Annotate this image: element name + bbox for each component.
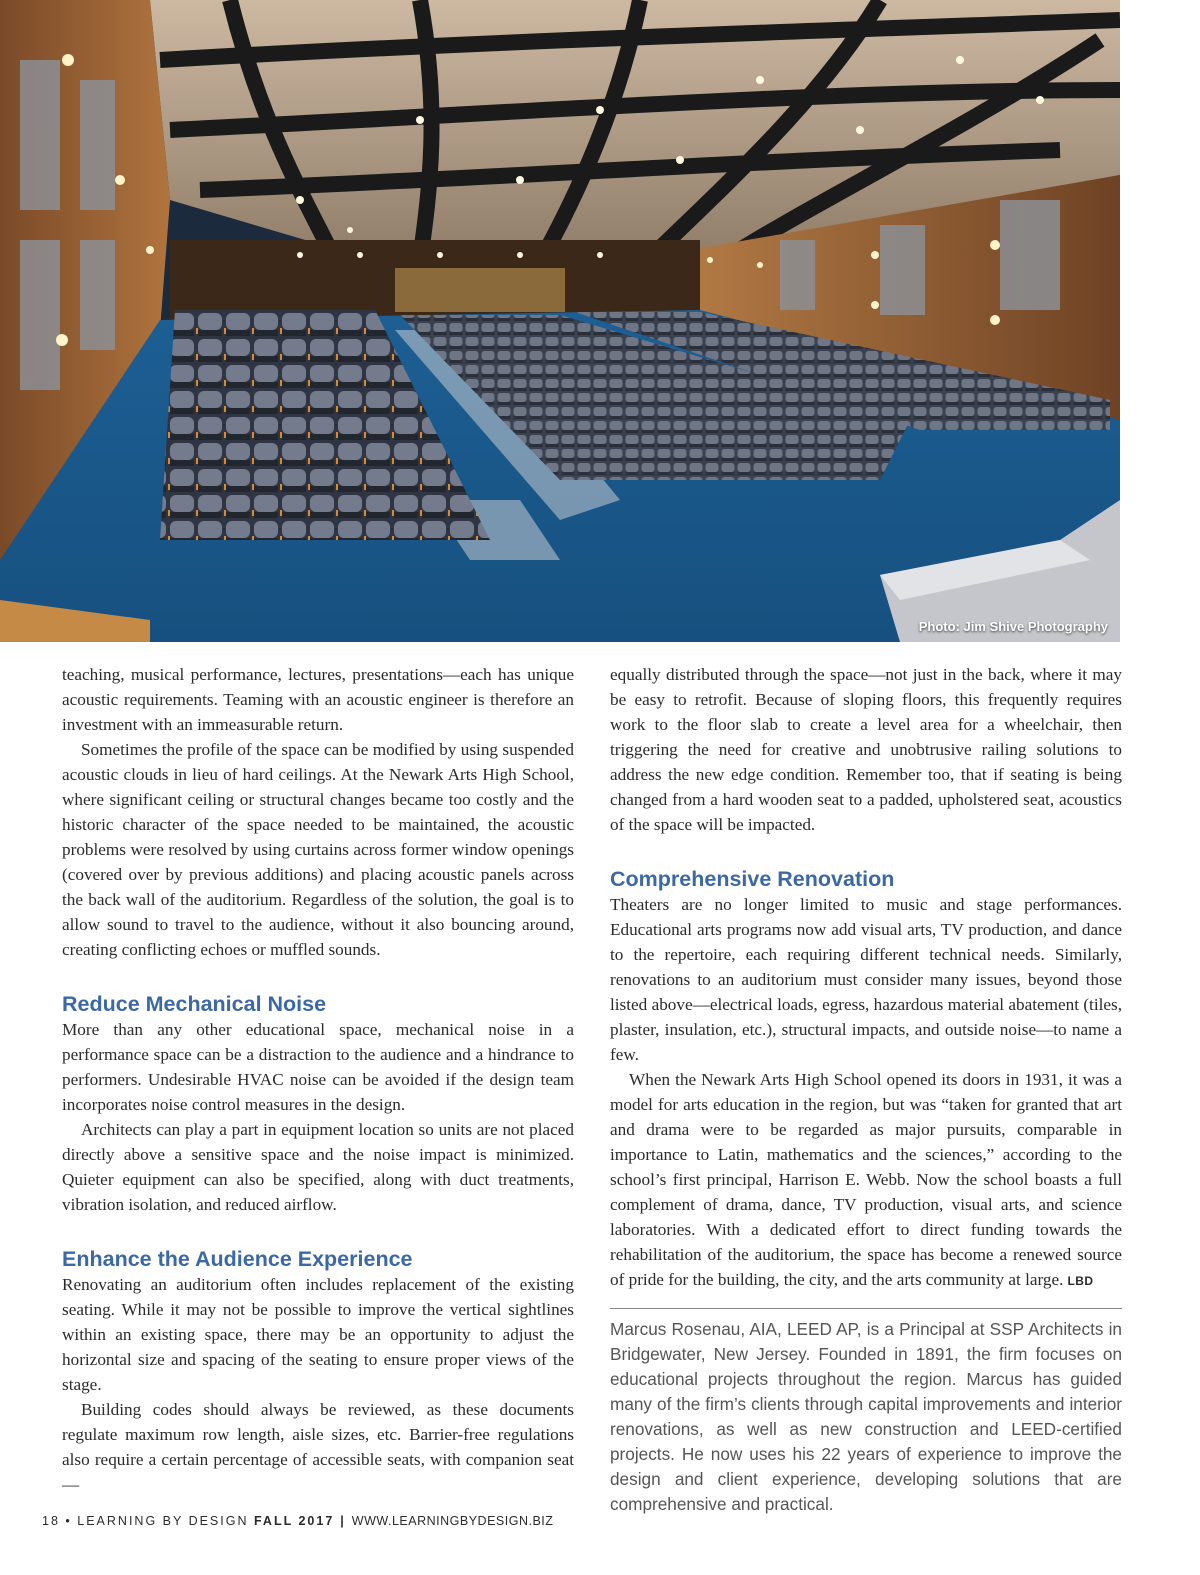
paragraph: Architects can play a part in equipment location so units are not placed directly above a sensitive space and the noise impact is minimized. Quieter equipment can also be specified, along with duct treatments, vibration isolation, and reduced airflow. — [62, 1120, 574, 1214]
edition-label: FALL 2017 — [253, 1514, 335, 1528]
article-column-right — [610, 662, 1122, 1517]
auditorium-illustration — [0, 0, 1120, 642]
website-link[interactable]: WWW.LEARNINGBYDESIGN.BIZ — [351, 1514, 554, 1528]
paragraph: teaching, musical performance, lectures, presentations—each has unique acoustic requirements. Teaming with an acoustic engineer is therefore an investment with an immeasurable return. — [62, 665, 574, 734]
paragraph: Theaters are no longer limited to music and stage performances. Educational arts programs now add visual arts, TV production, and dance to the repertoire, each requiring different technical needs. Similarly, renovations to an auditorium must consider many issues, beyond those listed above—electrical loads, egress, hazardous material abatement (tiles, plaster, insulation, etc.), structural impacts, and outside noise—to name a few. — [610, 895, 1122, 1064]
paragraph-text: When the Newark Arts High School opened its doors in 1931, it was a model for arts education in the region, but was “taken for granted that art and drama were to be regarded as major pursuits, comparable in importance to Latin, mathematics and the sciences,” according to the school’s first principal, Harrison E. Webb. Now the school boasts a full complement of drama, dance, TV production, visual arts, and science laboratories. With a dedicated effort to direct funding towards the rehabilitation of the auditorium, the space has become a renewed source of pride for the building, the city, and the arts community at large. — [610, 1070, 1122, 1289]
paragraph: equally distributed through the space—not just in the back, where it may be easy to retrofit. Because of sloping floors, this frequently requires work to the floor slab to create a level area for a wheelchair, then triggering the need for creative and unobtrusive railing solutions to address the new edge condition. Remember too, that if seating is being changed from a hard wooden seat to a padded, upholstered seat, acoustics of the space will be impacted. — [610, 665, 1122, 834]
author-bio: Marcus Rosenau, AIA, LEED AP, is a Principal at SSP Architects in Bridgewater, New Jersey. Founded in 1891, the firm focuses on educational projects throughout the region. Marcus has guided many of the firm’s clients through capital improvements and interior renovations, as well as new construction and LEED-certified projects. He now uses his 22 years of experience to improve the design and client experience, developing solutions that are comprehensive and practical. — [610, 1319, 1122, 1514]
paragraph: Sometimes the profile of the space can be modified by using suspended acoustic clouds in lieu of hard ceilings. At the Newark Arts High School, where significant ceiling or structural changes became too costly and the historic character of the space needed to be maintained, the acoustic problems were resolved by using curtains across former window openings (covered over by previous additions) and placing acoustic panels across the back wall of the auditorium. Regardless of the solution, the goal is to allow sound to travel to the audience, without it also bouncing around, creating conflicting echoes or muffled sounds. — [62, 740, 574, 959]
photo-credit: Photo: Jim Shive Photography — [918, 619, 1108, 634]
section-heading-comprehensive-renovation: Comprehensive Renovation — [610, 867, 895, 891]
section-heading-reduce-noise: Reduce Mechanical Noise — [62, 992, 327, 1016]
paragraph: More than any other educational space, mechanical noise in a performance space can be a distraction to the audience and a hindrance to performers. Undesirable HVAC noise can be avoided if the design team incorporates noise control measures in the design. — [62, 1020, 574, 1114]
auditorium-photo — [0, 0, 1120, 642]
section-heading-audience-experience: Enhance the Audience Experience — [62, 1247, 413, 1271]
page-number: 18 — [42, 1514, 60, 1528]
bio-divider — [610, 1308, 1122, 1309]
paragraph — [610, 1067, 1122, 1294]
magazine-name: LEARNING BY DESIGN — [77, 1514, 249, 1528]
footer-separator: | — [340, 1514, 346, 1528]
article-column-left — [62, 662, 574, 1497]
page-footer — [42, 1514, 553, 1528]
end-mark: LBD — [1067, 1274, 1094, 1288]
paragraph: Renovating an auditorium often includes replacement of the existing seating. While it may not be possible to improve the vertical sightlines within an existing space, there may be an opportunity to adjust the horizontal size and spacing of the seating to ensure proper views of the stage. — [62, 1275, 574, 1394]
footer-bullet: • — [65, 1514, 72, 1528]
paragraph: Building codes should always be reviewed, as these documents regulate maximum row length, aisle sizes, etc. Barrier-free regulations also require a certain percentage of accessible seats, with companion seat— — [62, 1400, 574, 1494]
